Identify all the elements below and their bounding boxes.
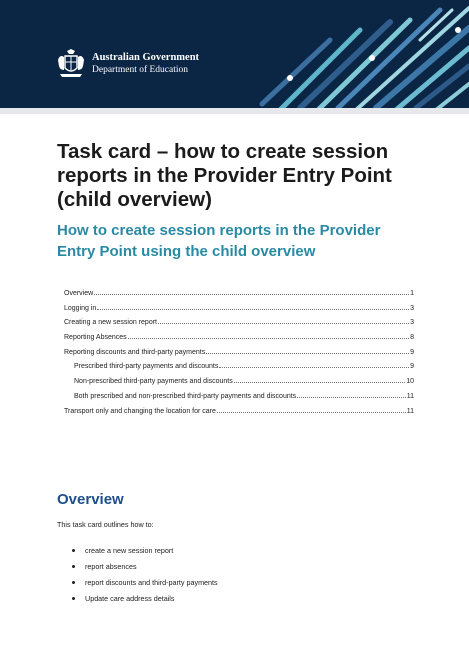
- overview-intro: This task card outlines how to:: [57, 520, 154, 529]
- toc-entry-page: 11: [406, 407, 414, 415]
- toc-entry[interactable]: [64, 305, 414, 320]
- list-item: [72, 559, 218, 575]
- toc-entry-label: Creating a new session report: [64, 319, 157, 327]
- list-item-text: create a new session report: [85, 546, 174, 556]
- toc-entry-label: Non-prescribed third-party payments and discounts: [74, 378, 233, 386]
- toc-entry-label: Reporting discounts and third-party payments: [64, 348, 206, 356]
- toc-leader: [206, 353, 409, 354]
- toc-entry[interactable]: [64, 349, 414, 364]
- overview-bullet-list: [72, 543, 218, 606]
- toc-entry[interactable]: [64, 319, 414, 334]
- toc-leader: [158, 323, 409, 324]
- toc-leader: [94, 294, 409, 295]
- toc-entry-label: Transport only and changing the location for care: [64, 407, 216, 415]
- government-logo: [56, 48, 199, 80]
- department-name: Department of Education: [92, 65, 189, 75]
- bullet-icon: [72, 597, 75, 600]
- toc-entry-label: Overview: [64, 290, 94, 297]
- toc-entry[interactable]: [64, 408, 414, 423]
- toc-subentry[interactable]: [64, 363, 414, 378]
- toc-entry-page: 3: [410, 319, 414, 327]
- toc-entry-page: 1: [410, 290, 414, 297]
- toc-entry-page: 11: [406, 392, 414, 400]
- list-item: [72, 590, 218, 606]
- toc-subentry[interactable]: [64, 378, 414, 393]
- toc-entry-page: 10: [406, 378, 414, 386]
- toc-leader: [219, 367, 409, 368]
- toc-entry-page: 8: [410, 334, 414, 342]
- toc-entry[interactable]: [64, 290, 414, 305]
- header-banner: [0, 0, 469, 108]
- toc-leader: [217, 412, 406, 413]
- toc-entry-label: Reporting Absences: [64, 334, 127, 342]
- toc-leader: [297, 397, 406, 398]
- toc-entry-label: Both prescribed and non-prescribed third-party payments and discounts: [74, 392, 297, 400]
- toc-leader: [97, 309, 409, 310]
- list-item-text: report absences: [85, 562, 137, 572]
- document-subtitle: How to create session reports in the Provider Entry Point using the child overview: [57, 222, 381, 260]
- toc-entry-label: Prescribed third-party payments and discounts: [74, 363, 219, 371]
- bullet-icon: [72, 565, 75, 568]
- bullet-icon: [72, 549, 75, 552]
- banner-divider: [0, 108, 469, 114]
- bullet-icon: [72, 581, 75, 584]
- coat-of-arms-icon: [56, 48, 86, 80]
- toc-entry-page: 9: [410, 348, 414, 356]
- list-item: [72, 575, 218, 591]
- toc-subentry[interactable]: [64, 393, 414, 408]
- list-item: [72, 543, 218, 559]
- toc-entry-page: 3: [410, 304, 414, 312]
- toc-leader: [128, 338, 409, 339]
- document-title: Task card – how to create session reports in the Provider Entry Point (child overview): [57, 140, 392, 211]
- list-item-text: Update care address details: [85, 593, 175, 603]
- toc-entry-page: 9: [410, 363, 414, 371]
- org-name: Australian Government: [92, 52, 200, 63]
- toc-leader: [234, 382, 405, 383]
- overview-heading: Overview: [57, 491, 124, 508]
- table-of-contents: [64, 290, 414, 422]
- list-item-text: report discounts and third-party payments: [85, 577, 218, 587]
- toc-entry[interactable]: [64, 334, 414, 349]
- toc-entry-label: Logging in: [64, 304, 97, 312]
